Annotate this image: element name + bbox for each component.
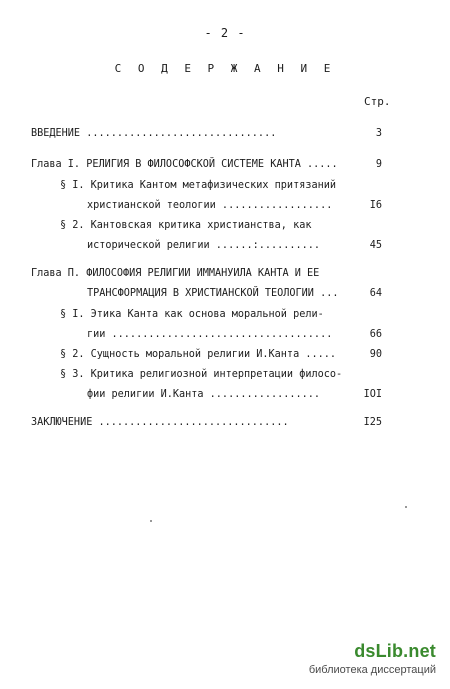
toc-ch2-s2-label: § 2. Сущность моральной религии И.Канта ..... <box>60 349 337 360</box>
toc-ch2-page: 64 <box>369 288 382 299</box>
toc-intro-page: 3 <box>375 128 382 139</box>
toc-ch1-s2-page: 45 <box>369 240 382 251</box>
scan-speck <box>150 520 152 522</box>
toc-ch2-s3-page: IOI <box>363 389 382 400</box>
toc-ch1-s2-line2: исторической религии ......:.......... <box>87 240 321 251</box>
toc-ch2-s1-line2: гии .................................... <box>87 329 333 340</box>
toc-ch1-s1-line1: § I. Критика Кантом метафизических притязаний <box>60 180 337 191</box>
toc-ch1-label: Глава I. РЕЛИГИЯ В ФИЛОСОФСКОЙ СИСТЕМЕ КАНТА ..... <box>31 159 338 170</box>
toc-ch2-s3-line1: § 3. Критика религиозной интерпретации филосо- <box>60 369 343 380</box>
toc-conclusion-page: I25 <box>363 417 382 428</box>
toc-ch2-s3-line2: фии религии И.Канта .................. <box>87 389 321 400</box>
toc-ch2-s2-page: 90 <box>369 349 382 360</box>
dslib-logo: dsLib.net <box>354 641 436 661</box>
toc-ch1-s2-line1: § 2. Кантовская критика христианства, как <box>60 220 312 231</box>
toc-intro-label: ВВЕДЕНИЕ ............................... <box>31 128 277 139</box>
dslib-tagline: библиотека диссертаций <box>308 664 436 676</box>
contents-title: С О Д Е Р Ж А Н И Е <box>114 62 336 75</box>
scan-speck <box>405 506 407 508</box>
toc-ch2-s1-page: 66 <box>369 329 382 340</box>
toc-ch1-page: 9 <box>375 159 382 170</box>
toc-ch1-s1-line2: христианской теологии .................. <box>87 200 333 211</box>
toc-ch2-line2: ТРАНСФОРМАЦИЯ В ХРИСТИАНСКОЙ ТЕОЛОГИИ ... <box>87 288 339 299</box>
toc-ch2-line1: Глава П. ФИЛОСОФИЯ РЕЛИГИИ ИММАНУИЛА КАНТА И ЕЕ <box>31 268 320 279</box>
toc-ch2-s1-line1: § I. Этика Канта как основа моральной рели- <box>60 309 324 320</box>
toc-conclusion-label: ЗАКЛЮЧЕНИЕ ............................... <box>31 417 289 428</box>
toc-ch1-s1-page: I6 <box>369 200 382 211</box>
page-column-header: Стр. <box>364 95 391 108</box>
page-number: - 2 - <box>204 26 246 40</box>
